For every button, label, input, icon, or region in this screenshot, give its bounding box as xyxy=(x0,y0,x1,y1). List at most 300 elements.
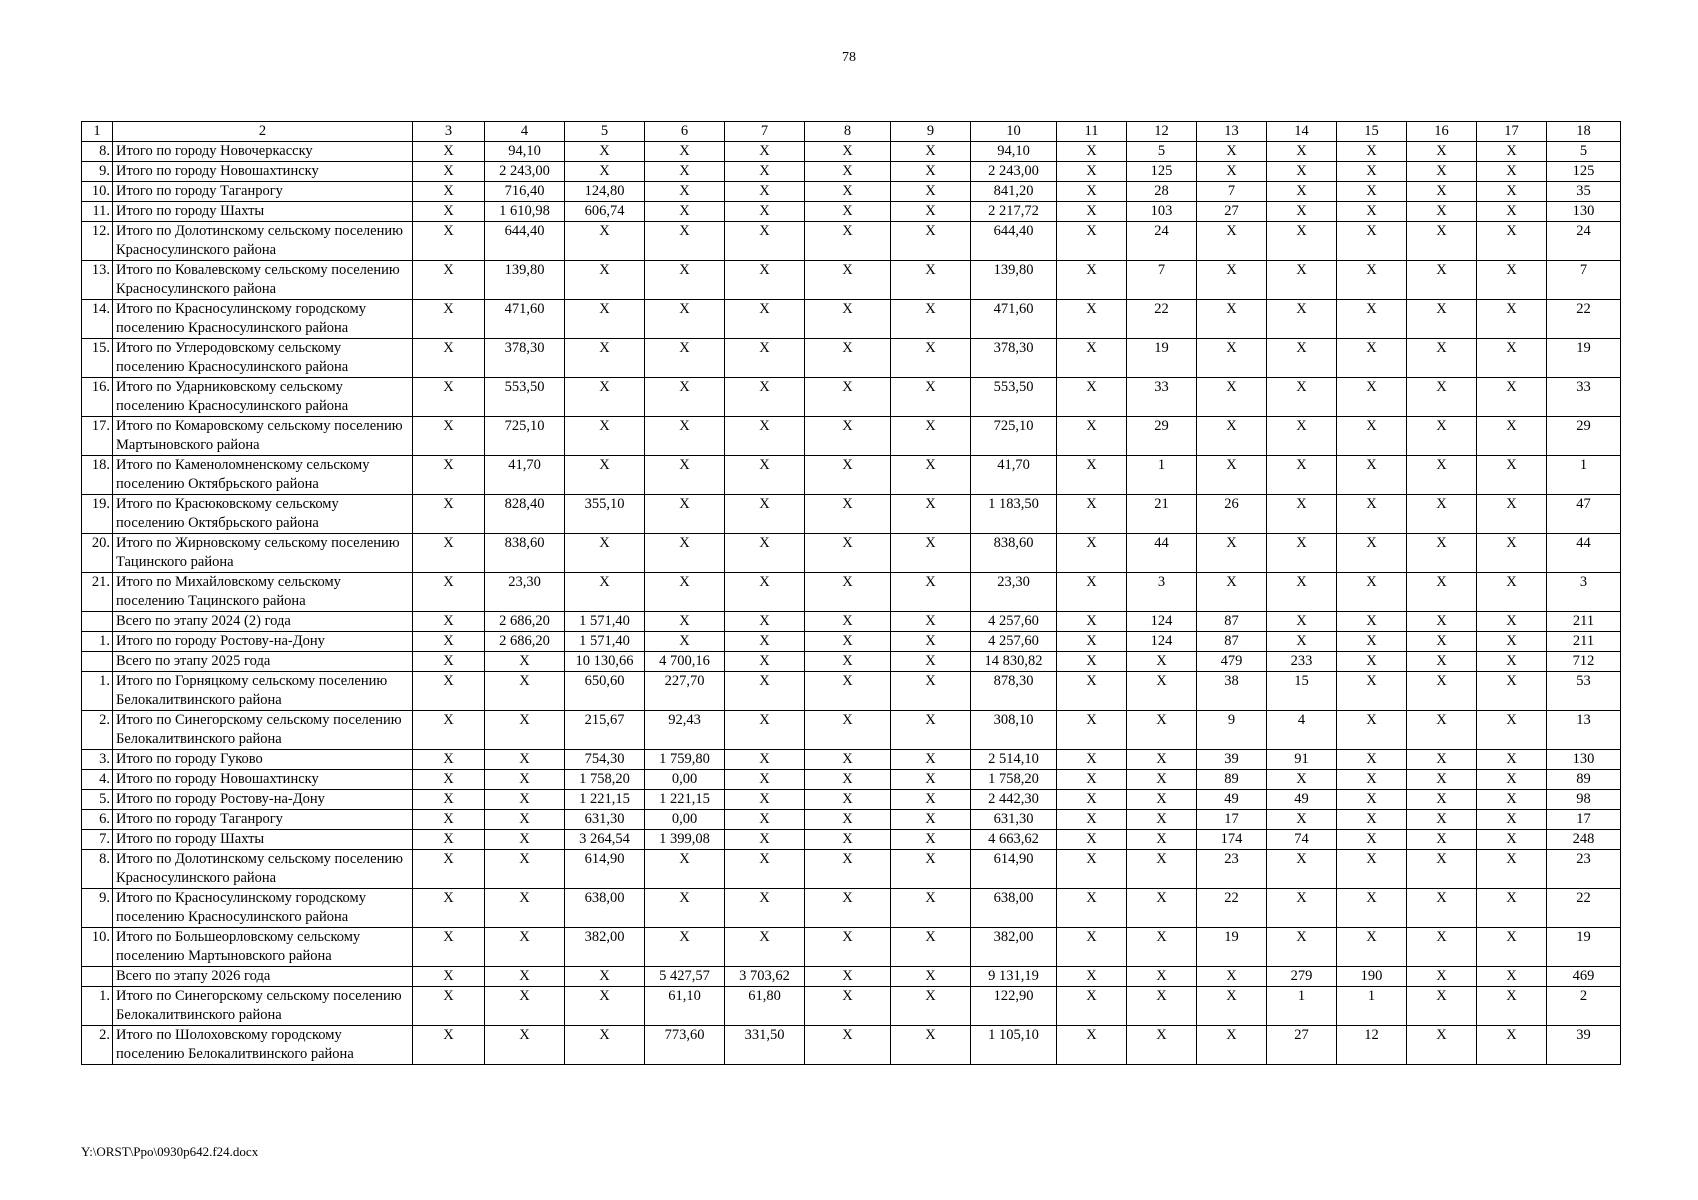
table-cell: X xyxy=(1197,300,1267,339)
table-cell: X xyxy=(1337,672,1407,711)
table-cell: X xyxy=(805,456,891,495)
table-cell: 479 xyxy=(1197,652,1267,672)
row-name: Итого по городу Гуково xyxy=(113,750,413,770)
table-cell: X xyxy=(891,830,971,850)
table-cell: X xyxy=(413,928,485,967)
table-cell: X xyxy=(1267,202,1337,222)
table-cell: X xyxy=(805,495,891,534)
table-cell: 725,10 xyxy=(971,417,1057,456)
row-number: 17. xyxy=(82,417,113,456)
table-cell: X xyxy=(485,1026,565,1065)
table-row xyxy=(82,672,1621,711)
table-cell: X xyxy=(1127,770,1197,790)
table-cell: X xyxy=(1127,790,1197,810)
table-cell: X xyxy=(1337,378,1407,417)
table-cell: X xyxy=(1267,495,1337,534)
table-cell: X xyxy=(1197,1026,1267,1065)
table-cell: X xyxy=(1267,182,1337,202)
column-number-header: 15 xyxy=(1337,122,1407,142)
table-cell: X xyxy=(1127,1026,1197,1065)
table-cell: 130 xyxy=(1547,750,1621,770)
row-number: 15. xyxy=(82,339,113,378)
table-cell: X xyxy=(1407,573,1477,612)
table-cell: X xyxy=(1267,300,1337,339)
table-cell: X xyxy=(1337,182,1407,202)
table-cell: X xyxy=(1407,1026,1477,1065)
table-cell: X xyxy=(725,300,805,339)
table-cell: 33 xyxy=(1127,378,1197,417)
table-cell: X xyxy=(891,573,971,612)
table-cell: 14 830,82 xyxy=(971,652,1057,672)
table-cell: 1 758,20 xyxy=(565,770,645,790)
table-cell: X xyxy=(1057,495,1127,534)
column-number-header: 12 xyxy=(1127,122,1197,142)
table-row xyxy=(82,222,1621,261)
table-cell: X xyxy=(805,300,891,339)
table-cell: X xyxy=(413,182,485,202)
table-cell: 227,70 xyxy=(645,672,725,711)
row-name: Итого по Каменоломненскому сельскому поселению Октябрьского района xyxy=(113,456,413,495)
table-cell: X xyxy=(1127,967,1197,987)
table-cell: X xyxy=(1197,222,1267,261)
row-name: Итого по городу Ростову-на-Дону xyxy=(113,790,413,810)
table-cell: X xyxy=(725,162,805,182)
row-name: Итого по Жирновскому сельскому поселению Тацинского района xyxy=(113,534,413,573)
table-cell: X xyxy=(1127,830,1197,850)
row-name: Итого по городу Таганрогу xyxy=(113,182,413,202)
row-number xyxy=(82,652,113,672)
row-name: Всего по этапу 2026 года xyxy=(113,967,413,987)
row-name: Итого по Шолоховскому городскому поселению Белокалитвинского района xyxy=(113,1026,413,1065)
table-cell: X xyxy=(565,456,645,495)
table-cell: X xyxy=(645,456,725,495)
table-cell: X xyxy=(891,534,971,573)
table-cell: 19 xyxy=(1197,928,1267,967)
table-cell: X xyxy=(1407,339,1477,378)
table-cell: X xyxy=(1337,632,1407,652)
table-cell: X xyxy=(1477,632,1547,652)
table-cell: X xyxy=(1477,142,1547,162)
row-name: Итого по Синегорскому сельскому поселению Белокалитвинского района xyxy=(113,987,413,1026)
row-number: 9. xyxy=(82,162,113,182)
table-cell: X xyxy=(413,378,485,417)
table-cell: X xyxy=(485,987,565,1026)
table-cell: X xyxy=(1337,889,1407,928)
table-cell: 5 427,57 xyxy=(645,967,725,987)
table-cell: X xyxy=(645,378,725,417)
table-row xyxy=(82,261,1621,300)
table-cell: 331,50 xyxy=(725,1026,805,1065)
table-cell: X xyxy=(413,534,485,573)
table-cell: X xyxy=(891,182,971,202)
table-cell: X xyxy=(645,612,725,632)
table-cell: 24 xyxy=(1547,222,1621,261)
table-cell: 841,20 xyxy=(971,182,1057,202)
table-cell: X xyxy=(1337,750,1407,770)
table-cell: 19 xyxy=(1127,339,1197,378)
table-cell: 41,70 xyxy=(971,456,1057,495)
table-cell: X xyxy=(1127,750,1197,770)
table-cell: 2 686,20 xyxy=(485,632,565,652)
table-cell: 39 xyxy=(1197,750,1267,770)
table-cell: X xyxy=(725,750,805,770)
table-cell: X xyxy=(1057,182,1127,202)
table-cell: 35 xyxy=(1547,182,1621,202)
table-cell: 378,30 xyxy=(485,339,565,378)
table-cell: 9 131,19 xyxy=(971,967,1057,987)
table-cell: 3 xyxy=(1547,573,1621,612)
row-number xyxy=(82,612,113,632)
table-cell: X xyxy=(805,612,891,632)
table-cell: X xyxy=(1057,300,1127,339)
table-cell: X xyxy=(805,810,891,830)
table-cell: X xyxy=(1267,573,1337,612)
table-cell: 1 xyxy=(1337,987,1407,1026)
table-cell: 712 xyxy=(1547,652,1621,672)
table-row xyxy=(82,889,1621,928)
table-cell: X xyxy=(1337,300,1407,339)
table-cell: 61,80 xyxy=(725,987,805,1026)
row-number: 9. xyxy=(82,889,113,928)
table-cell: X xyxy=(1127,928,1197,967)
table-cell: X xyxy=(1197,142,1267,162)
table-cell: X xyxy=(1057,1026,1127,1065)
table-cell: X xyxy=(413,810,485,830)
table-cell: X xyxy=(725,573,805,612)
table-cell: X xyxy=(805,222,891,261)
table-cell: X xyxy=(1337,928,1407,967)
table-cell: 17 xyxy=(1547,810,1621,830)
table-cell: 12 xyxy=(1337,1026,1407,1065)
table-cell: X xyxy=(645,632,725,652)
table-cell: 24 xyxy=(1127,222,1197,261)
table-cell: 39 xyxy=(1547,1026,1621,1065)
table-cell: X xyxy=(645,417,725,456)
table-cell: X xyxy=(725,770,805,790)
table-cell: X xyxy=(1267,850,1337,889)
table-cell: X xyxy=(645,573,725,612)
table-cell: X xyxy=(891,142,971,162)
table-cell: X xyxy=(805,162,891,182)
table-cell: X xyxy=(1057,222,1127,261)
table-cell: X xyxy=(725,339,805,378)
table-cell: X xyxy=(413,495,485,534)
table-cell: X xyxy=(1407,300,1477,339)
table-cell: X xyxy=(413,612,485,632)
table-cell: X xyxy=(1267,770,1337,790)
table-cell: 471,60 xyxy=(485,300,565,339)
table-cell: X xyxy=(1197,378,1267,417)
table-cell: X xyxy=(1477,790,1547,810)
row-name: Итого по Горняцкому сельскому поселению Белокалитвинского района xyxy=(113,672,413,711)
table-cell: X xyxy=(645,202,725,222)
table-cell: X xyxy=(1477,987,1547,1026)
table-cell: 125 xyxy=(1547,162,1621,182)
table-cell: X xyxy=(1197,967,1267,987)
table-cell: X xyxy=(413,573,485,612)
table-cell: 553,50 xyxy=(971,378,1057,417)
row-name: Итого по Синегорскому сельскому поселению Белокалитвинского района xyxy=(113,711,413,750)
table-cell: X xyxy=(645,300,725,339)
column-number-header: 13 xyxy=(1197,122,1267,142)
table-cell: X xyxy=(1477,202,1547,222)
row-number: 11. xyxy=(82,202,113,222)
column-number-header: 14 xyxy=(1267,122,1337,142)
table-cell: X xyxy=(645,534,725,573)
table-cell: X xyxy=(1127,850,1197,889)
table-row xyxy=(82,632,1621,652)
table-cell: X xyxy=(565,339,645,378)
table-cell: X xyxy=(413,652,485,672)
table-cell: X xyxy=(485,830,565,850)
table-cell: X xyxy=(891,202,971,222)
table-cell: X xyxy=(1407,378,1477,417)
table-cell: X xyxy=(1267,810,1337,830)
table-cell: X xyxy=(891,750,971,770)
table-cell: X xyxy=(1407,987,1477,1026)
table-cell: 124 xyxy=(1127,612,1197,632)
row-name: Итого по Михайловскому сельскому поселению Тацинского района xyxy=(113,573,413,612)
table-row xyxy=(82,339,1621,378)
table-cell: X xyxy=(891,456,971,495)
table-cell: 631,30 xyxy=(971,810,1057,830)
table-cell: X xyxy=(1337,456,1407,495)
table-cell: X xyxy=(891,652,971,672)
table-cell: X xyxy=(891,417,971,456)
table-cell: X xyxy=(1127,810,1197,830)
table-cell: X xyxy=(1407,770,1477,790)
table-cell: 1 105,10 xyxy=(971,1026,1057,1065)
table-cell: X xyxy=(891,850,971,889)
table-row xyxy=(82,142,1621,162)
table-cell: 1 571,40 xyxy=(565,612,645,632)
table-cell: X xyxy=(1057,967,1127,987)
table-cell: X xyxy=(413,711,485,750)
row-number: 5. xyxy=(82,790,113,810)
row-name: Итого по Ковалевскому сельскому поселению Красносулинского района xyxy=(113,261,413,300)
table-cell: 22 xyxy=(1547,300,1621,339)
table-cell: X xyxy=(725,830,805,850)
table-cell: X xyxy=(645,162,725,182)
table-cell: X xyxy=(1197,573,1267,612)
table-cell: X xyxy=(1337,534,1407,573)
table-cell: 23,30 xyxy=(971,573,1057,612)
row-number: 2. xyxy=(82,1026,113,1065)
table-cell: X xyxy=(413,202,485,222)
table-cell: 773,60 xyxy=(645,1026,725,1065)
table-cell: X xyxy=(485,750,565,770)
row-name: Итого по Ударниковскому сельскому поселению Красносулинского района xyxy=(113,378,413,417)
table-cell: X xyxy=(805,889,891,928)
row-number: 14. xyxy=(82,300,113,339)
table-cell: 44 xyxy=(1547,534,1621,573)
table-row xyxy=(82,417,1621,456)
table-cell: X xyxy=(413,632,485,652)
table-cell: X xyxy=(565,300,645,339)
table-cell: 33 xyxy=(1547,378,1621,417)
table-cell: 190 xyxy=(1337,967,1407,987)
row-name: Итого по Красносулинскому городскому поселению Красносулинского района xyxy=(113,889,413,928)
table-cell: X xyxy=(725,182,805,202)
table-cell: X xyxy=(805,632,891,652)
table-cell: X xyxy=(1267,534,1337,573)
table-cell: 91 xyxy=(1267,750,1337,770)
table-cell: 124,80 xyxy=(565,182,645,202)
table-cell: X xyxy=(1337,830,1407,850)
table-cell: X xyxy=(1057,810,1127,830)
table-row xyxy=(82,202,1621,222)
table-cell: 382,00 xyxy=(971,928,1057,967)
table-cell: 2 442,30 xyxy=(971,790,1057,810)
table-cell: X xyxy=(1407,534,1477,573)
table-cell: X xyxy=(1407,261,1477,300)
table-cell: 248 xyxy=(1547,830,1621,850)
table-cell: X xyxy=(1477,222,1547,261)
table-cell: X xyxy=(1197,456,1267,495)
table-cell: X xyxy=(1477,711,1547,750)
table-cell: 38 xyxy=(1197,672,1267,711)
table-cell: X xyxy=(891,162,971,182)
row-name: Итого по городу Таганрогу xyxy=(113,810,413,830)
table-cell: X xyxy=(891,261,971,300)
table-cell: X xyxy=(1267,261,1337,300)
row-number: 4. xyxy=(82,770,113,790)
table-cell: 87 xyxy=(1197,632,1267,652)
table-cell: 716,40 xyxy=(485,182,565,202)
table-row xyxy=(82,534,1621,573)
table-cell: X xyxy=(1267,142,1337,162)
table-cell: X xyxy=(1337,417,1407,456)
table-cell: X xyxy=(413,142,485,162)
table-cell: X xyxy=(805,652,891,672)
table-cell: 89 xyxy=(1547,770,1621,790)
table-cell: 644,40 xyxy=(485,222,565,261)
table-cell: 0,00 xyxy=(645,770,725,790)
table-cell: X xyxy=(645,261,725,300)
table-cell: X xyxy=(1337,142,1407,162)
table-cell: X xyxy=(413,770,485,790)
table-cell: 103 xyxy=(1127,202,1197,222)
table-cell: X xyxy=(725,534,805,573)
table-cell: X xyxy=(1477,573,1547,612)
table-cell: X xyxy=(1477,339,1547,378)
table-cell: 211 xyxy=(1547,612,1621,632)
table-cell: X xyxy=(485,652,565,672)
table-cell: X xyxy=(891,672,971,711)
table-cell: X xyxy=(725,928,805,967)
table-cell: X xyxy=(413,222,485,261)
table-cell: X xyxy=(891,928,971,967)
table-cell: X xyxy=(1407,417,1477,456)
column-number-header: 1 xyxy=(82,122,113,142)
table-cell: X xyxy=(565,987,645,1026)
table-cell: X xyxy=(805,928,891,967)
row-name: Итого по Большеорловскому сельскому поселению Мартыновского района xyxy=(113,928,413,967)
table-cell: 29 xyxy=(1547,417,1621,456)
table-cell: 382,00 xyxy=(565,928,645,967)
table-cell: 638,00 xyxy=(565,889,645,928)
table-cell: X xyxy=(1477,810,1547,830)
table-cell: X xyxy=(413,456,485,495)
table-row xyxy=(82,182,1621,202)
table-row xyxy=(82,162,1621,182)
row-number: 7. xyxy=(82,830,113,850)
column-number-header: 2 xyxy=(113,122,413,142)
table-cell: 614,90 xyxy=(565,850,645,889)
table-cell: 41,70 xyxy=(485,456,565,495)
table-cell: X xyxy=(645,339,725,378)
table-cell: X xyxy=(1477,378,1547,417)
table-cell: X xyxy=(1407,202,1477,222)
column-number-header: 17 xyxy=(1477,122,1547,142)
row-name: Итого по Углеродовскому сельскому поселению Красносулинского района xyxy=(113,339,413,378)
table-cell: X xyxy=(1477,652,1547,672)
row-number: 18. xyxy=(82,456,113,495)
table-cell: 22 xyxy=(1197,889,1267,928)
table-cell: X xyxy=(485,711,565,750)
table-cell: X xyxy=(413,300,485,339)
table-cell: X xyxy=(1057,830,1127,850)
row-number: 3. xyxy=(82,750,113,770)
table-cell: 4 663,62 xyxy=(971,830,1057,850)
table-cell: X xyxy=(1407,967,1477,987)
table-cell: 2 217,72 xyxy=(971,202,1057,222)
table-cell: X xyxy=(413,417,485,456)
table-cell: X xyxy=(805,967,891,987)
row-name: Итого по городу Шахты xyxy=(113,830,413,850)
table-cell: 553,50 xyxy=(485,378,565,417)
row-name: Всего по этапу 2025 года xyxy=(113,652,413,672)
table-cell: X xyxy=(485,810,565,830)
table-row xyxy=(82,830,1621,850)
table-row xyxy=(82,928,1621,967)
table-cell: 4 xyxy=(1267,711,1337,750)
table-cell: 23 xyxy=(1197,850,1267,889)
table-cell: 130 xyxy=(1547,202,1621,222)
table-cell: 4 257,60 xyxy=(971,632,1057,652)
table-cell: X xyxy=(891,495,971,534)
table-cell: 49 xyxy=(1197,790,1267,810)
table-cell: X xyxy=(891,711,971,750)
table-cell: 4 257,60 xyxy=(971,612,1057,632)
table-cell: X xyxy=(891,1026,971,1065)
table-cell: X xyxy=(645,182,725,202)
table-cell: X xyxy=(1057,987,1127,1026)
table-cell: X xyxy=(805,672,891,711)
table-cell: 87 xyxy=(1197,612,1267,632)
table-cell: 61,10 xyxy=(645,987,725,1026)
table-row xyxy=(82,612,1621,632)
table-cell: X xyxy=(1337,495,1407,534)
row-number: 12. xyxy=(82,222,113,261)
table-cell: 1 xyxy=(1127,456,1197,495)
table-cell: 27 xyxy=(1267,1026,1337,1065)
table-cell: X xyxy=(891,967,971,987)
table-cell: 26 xyxy=(1197,495,1267,534)
table-cell: X xyxy=(1267,928,1337,967)
row-name: Всего по этапу 2024 (2) года xyxy=(113,612,413,632)
table-cell: 139,80 xyxy=(485,261,565,300)
column-number-header: 18 xyxy=(1547,122,1621,142)
table-cell: X xyxy=(805,711,891,750)
row-number: 16. xyxy=(82,378,113,417)
table-cell: X xyxy=(565,573,645,612)
column-number-header: 7 xyxy=(725,122,805,142)
table-cell: X xyxy=(413,339,485,378)
table-cell: X xyxy=(805,261,891,300)
table-cell: X xyxy=(1197,261,1267,300)
table-cell: 74 xyxy=(1267,830,1337,850)
